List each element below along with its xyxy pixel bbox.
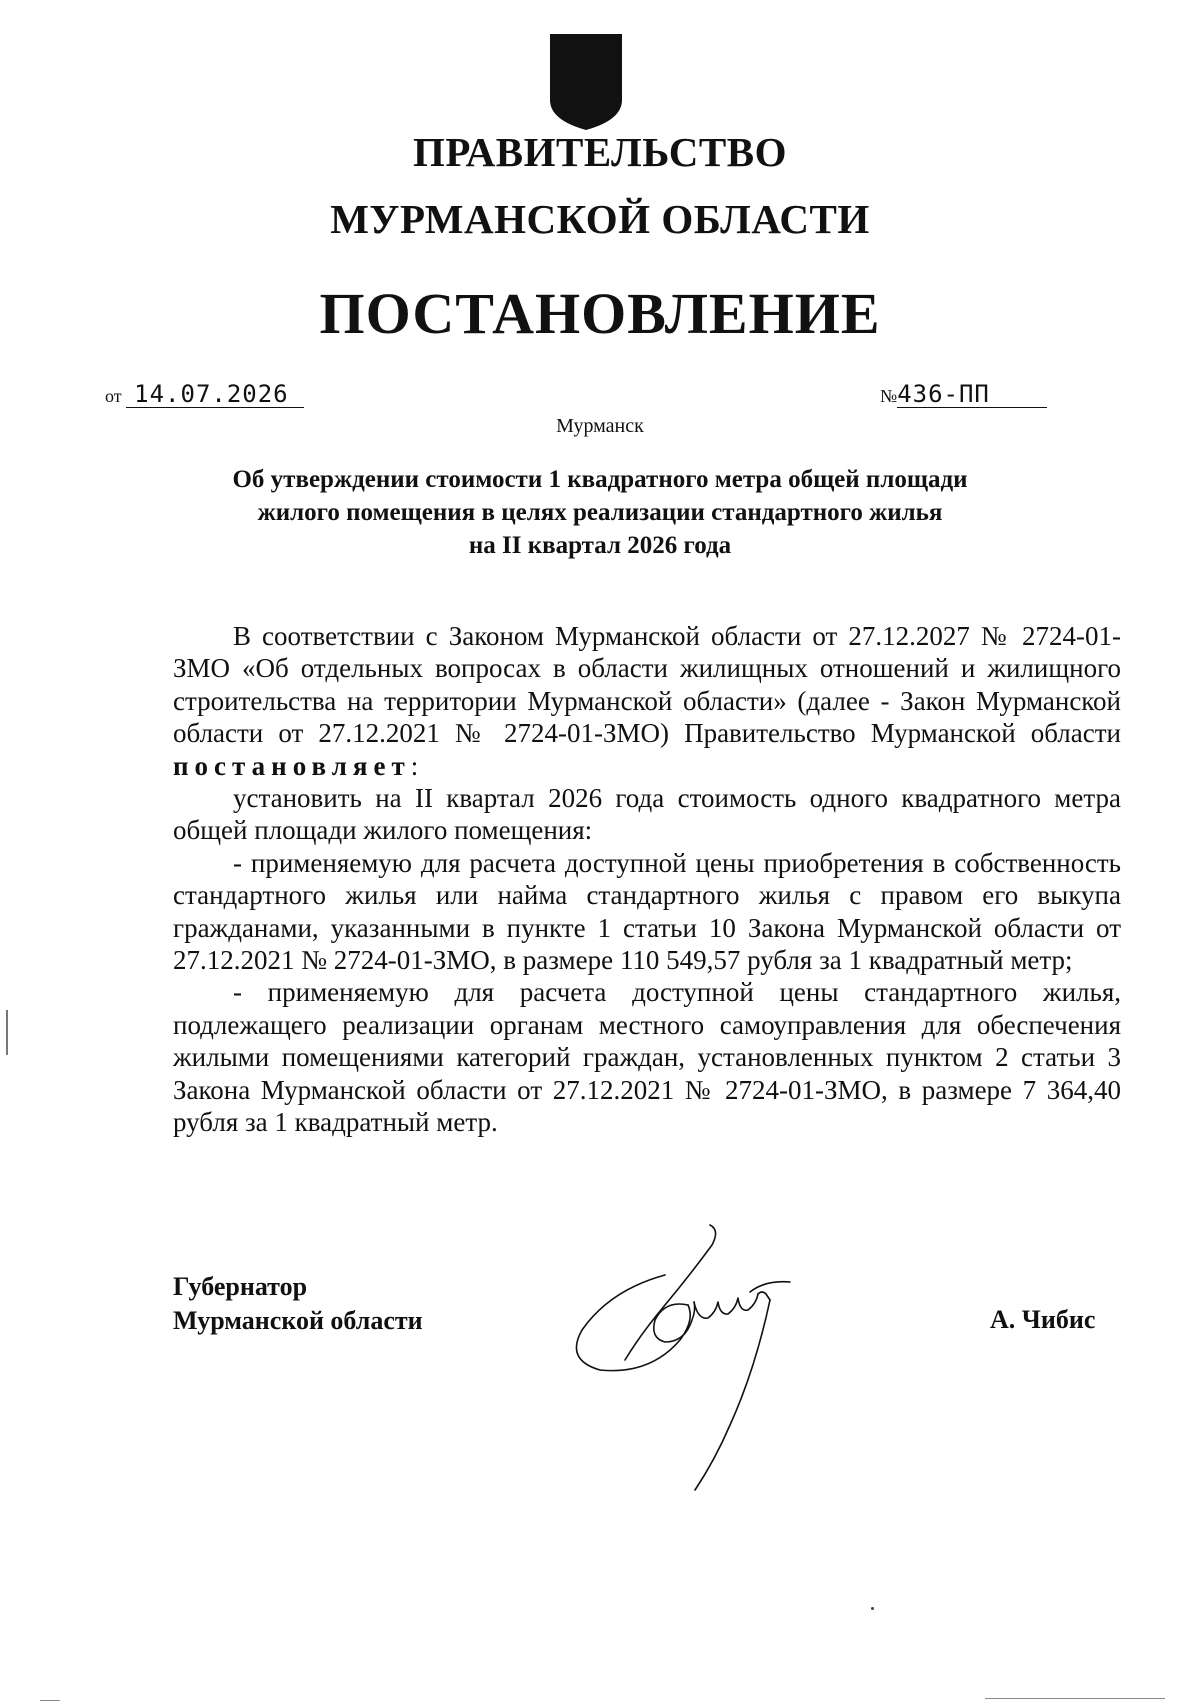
document-number	[880, 381, 1047, 408]
subject-line: Об утверждении стоимости 1 квадратного метра общей площади	[232, 466, 968, 493]
date-value: 14.07.2026	[126, 381, 304, 408]
number-prefix: №	[880, 386, 898, 406]
decree-word: постановляет	[173, 750, 411, 781]
city-name: Мурманск	[556, 415, 644, 437]
body-paragraph-establish: установить на II квартал 2026 года стоимость одного квадратного метра общей площади жилого помещения:	[173, 783, 1121, 846]
body-paragraph-item1: - применяемую для расчета доступной цены приобретения в собственность стандартного жилья или найма стандартного жилья с правом его выкупа гражданами, указанными в пункте 1 статьи 10 Закона Мурманской области от 27.12.2021 № 2724-01-ЗМО, в размере 110 549,57 рубля за 1 квадратный метр;	[173, 847, 1121, 976]
preamble-text: В соответствии с Законом Мурманской области от 27.12.2027 № 2724-01-ЗМО «Об отдельных вопросах в области жилищных отношений и жилищного строительства на территории Мурманской области» (далее - Закон Мурманской области от 27.12.2021 № 2724-01-ЗМО) Правительство Мурманской области	[173, 621, 1121, 749]
body-paragraph-preamble	[173, 620, 1121, 782]
preamble-end: :	[410, 750, 419, 781]
document-body	[173, 620, 1121, 1139]
scan-artifact	[6, 1010, 8, 1055]
number-value: 436-ПП	[897, 381, 1047, 408]
coat-of-arms-emblem	[548, 34, 624, 130]
body-paragraph-item2: - применяемую для расчета доступной цены стандартного жилья, подлежащего реализации органам местного самоуправления для обеспечения жилыми помещениями категорий граждан, установленных пунктом 2 статьи 3 Закона Мурманской области от 27.12.2021 № 2724-01-ЗМО, в размере 7 364,40 рубля за 1 квадратный метр.	[173, 977, 1121, 1138]
scan-artifact	[985, 1698, 1165, 1699]
organization-name-line2: МУРМАНСКОЙ ОБЛАСТИ	[330, 196, 870, 242]
handwritten-signature	[570, 1220, 830, 1500]
subject-line: на II квартал 2026 года	[468, 532, 732, 559]
signatory-name: А. Чибис	[990, 1305, 1096, 1334]
document-subject	[150, 463, 1050, 562]
signatory-position	[173, 1270, 423, 1338]
signatory-position-line2: Мурманской области	[173, 1306, 423, 1335]
date-prefix: от	[105, 386, 122, 406]
signatory-position-line1: Губернатор	[173, 1272, 308, 1301]
subject-line: жилого помещения в целях реализации стандартного жилья	[257, 499, 943, 526]
document-type-title: ПОСТАНОВЛЕНИЕ	[319, 281, 881, 346]
organization-name-line1: ПРАВИТЕЛЬСТВО	[412, 129, 788, 175]
document-date	[105, 381, 304, 408]
scan-artifact	[40, 1700, 60, 1701]
scan-artifact	[871, 1607, 874, 1610]
